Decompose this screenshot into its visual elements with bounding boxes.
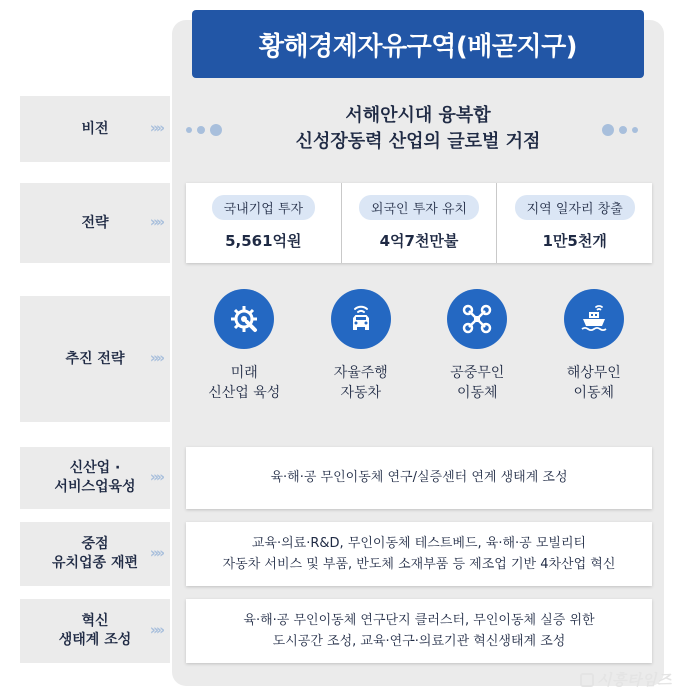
- drone-icon: [447, 289, 507, 349]
- row-label-push: [20, 296, 170, 422]
- watermark-logo-icon: [580, 673, 594, 687]
- focus-card: 교육·의료·R&D, 무인이동체 테스트베드, 육·해·공 모빌리티 자동차 서비스 및 부품, 반도체 소재부품 등 제조업 기반 4차산업 혁신: [186, 522, 652, 586]
- row-label-innovation: [20, 599, 170, 663]
- row-label-text: 혁신 생태계 조성: [58, 613, 132, 648]
- chevron-right-icon: »»: [149, 350, 162, 367]
- gear-wrench-icon: [214, 289, 274, 349]
- ship-icon: [564, 289, 624, 349]
- row-label-text: 추진 전략: [65, 350, 125, 367]
- strategy-value: 4억7천만불: [379, 232, 459, 250]
- innovation-card: 육·해·공 무인이동체 연구단지 클러스터, 무인이동체 실증 위한 도시공간 조성, 교육·연구·의료기관 혁신생태계 조성: [186, 599, 652, 663]
- chevron-right-icon: »»: [149, 120, 162, 137]
- vision-line: 신성장동력 산업의 글로벌 거점: [295, 131, 541, 152]
- new-industry-card: 육·해·공 무인이동체 연구/실증센터 연계 생태계 조성: [186, 447, 652, 509]
- strategy-value: 5,561억원: [225, 232, 302, 250]
- autonomous-car-icon: [331, 289, 391, 349]
- strategy-pill: 외국인 투자 유치: [359, 195, 479, 220]
- strategy-pill: 국내기업 투자: [212, 195, 315, 220]
- row-label-text: 신산업 · 서비스업육성: [54, 460, 136, 495]
- push-item: [303, 287, 420, 412]
- push-item: [419, 287, 536, 412]
- strategy-item: [497, 183, 652, 263]
- page-title: 황해경제자유구역(배곧지구): [192, 10, 644, 78]
- row-label-text: 전략: [81, 214, 109, 231]
- push-item: [186, 287, 303, 412]
- chevron-right-icon: »»: [149, 622, 162, 639]
- push-strategy-list: [186, 287, 652, 412]
- row-label-strategy: [20, 183, 170, 263]
- strategy-value: 1만5천개: [542, 232, 607, 250]
- strategy-pill: 지역 일자리 창출: [515, 195, 635, 220]
- row-label-focus: [20, 522, 170, 586]
- push-item-label: 해상무인 이동체: [566, 365, 621, 402]
- strategy-card: [186, 183, 652, 263]
- push-item-label: 공중무인 이동체: [450, 365, 505, 402]
- watermark: [580, 669, 672, 690]
- chevron-right-icon: »»: [149, 214, 162, 231]
- strategy-item: [342, 183, 498, 263]
- dots-decoration-right: [602, 124, 638, 136]
- row-label-text: 중점 유치업종 재편: [51, 536, 139, 571]
- push-item-label: 미래 신산업 육성: [208, 365, 281, 402]
- row-label-vision: [20, 96, 170, 162]
- push-item-label: 자율주행 자동차: [333, 365, 388, 402]
- row-label-new-industry: [20, 447, 170, 509]
- row-label-text: 비전: [81, 120, 109, 137]
- push-item: [536, 287, 653, 412]
- vision-text: [172, 96, 664, 162]
- strategy-item: [186, 183, 342, 263]
- chevron-right-icon: »»: [149, 469, 162, 486]
- vision-line: 서해안시대 융복합: [345, 104, 491, 126]
- chevron-right-icon: »»: [149, 545, 162, 562]
- watermark-text: 시흥타임즈: [597, 671, 672, 689]
